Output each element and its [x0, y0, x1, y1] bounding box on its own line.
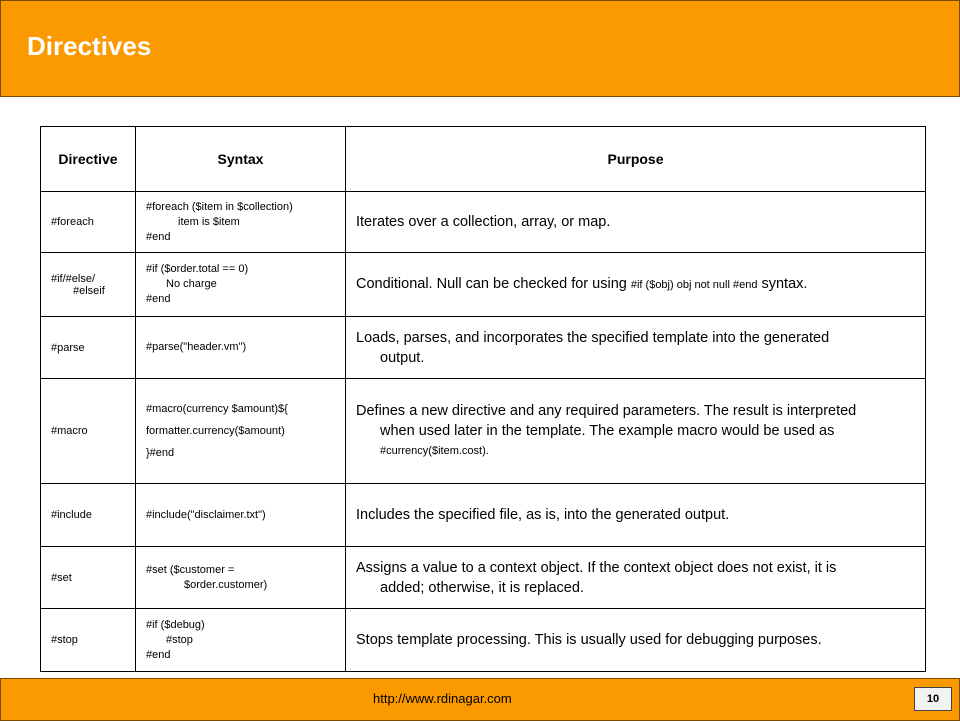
- column-header-purpose: Purpose: [346, 127, 926, 192]
- purpose-text: syntax.: [761, 276, 808, 292]
- column-header-syntax: Syntax: [136, 127, 346, 192]
- purpose-text: Defines a new directive and any required parameters. The result is interpreted: [356, 403, 857, 419]
- syntax-line: #include("disclaimer.txt"): [146, 508, 266, 521]
- directive-name: #include: [51, 509, 92, 521]
- syntax-line: formatter.currency($amount): [146, 424, 285, 437]
- directive-name: #macro: [51, 425, 88, 437]
- purpose-cell: [346, 379, 926, 484]
- syntax-line: No charge: [166, 278, 217, 290]
- directive-name: #parse: [51, 341, 85, 354]
- table-row: [41, 253, 926, 317]
- directive-name: #if/#else/: [51, 272, 96, 285]
- purpose-cell: [346, 484, 926, 547]
- directive-cell: [41, 609, 136, 672]
- table-row: [41, 317, 926, 379]
- purpose-text: Stops template processing. This is usually used for debugging purposes.: [356, 632, 822, 648]
- syntax-cell: [136, 317, 346, 379]
- syntax-line: }#end: [146, 446, 175, 459]
- syntax-line: #set ($customer =: [146, 563, 235, 576]
- syntax-line: item is $item: [178, 215, 240, 228]
- purpose-text: Iterates over a collection, array, or map.: [356, 214, 611, 230]
- syntax-line: #parse("header.vm"): [146, 341, 247, 353]
- slide-header: [0, 0, 960, 97]
- directive-name: #set: [51, 571, 72, 584]
- syntax-line: #if ($order.total == 0): [146, 263, 249, 275]
- directive-name: #stop: [51, 634, 78, 646]
- purpose-cell: [346, 253, 926, 317]
- syntax-cell: [136, 192, 346, 253]
- directive-cell: [41, 379, 136, 484]
- purpose-text: added; otherwise, it is replaced.: [380, 579, 584, 596]
- table-header-row: [41, 127, 926, 192]
- directive-name: #elseif: [73, 284, 105, 297]
- table-row: [41, 192, 926, 253]
- table-row: [41, 484, 926, 547]
- purpose-text: Loads, parses, and incorporates the specified template into the generated: [356, 329, 830, 346]
- syntax-line: #macro(currency $amount)${: [146, 402, 288, 415]
- purpose-text: when used later in the template. The example macro would be used as: [380, 423, 835, 439]
- footer-url-link[interactable]: http://www.rdinagar.com: [373, 691, 512, 706]
- syntax-line: #end: [146, 293, 171, 305]
- slide-title: Directives: [27, 31, 152, 61]
- syntax-line: #end: [146, 230, 171, 243]
- syntax-line: $order.customer): [184, 578, 268, 591]
- purpose-code: #currency($item.cost).: [380, 445, 489, 457]
- table-row: [41, 547, 926, 609]
- directive-cell: [41, 317, 136, 379]
- syntax-cell: [136, 484, 346, 547]
- syntax-cell: [136, 379, 346, 484]
- purpose-cell: [346, 547, 926, 609]
- syntax-cell: [136, 253, 346, 317]
- purpose-text: output.: [380, 349, 425, 366]
- syntax-cell: [136, 547, 346, 609]
- purpose-text: Assigns a value to a context object. If the context object does not exist, it is: [356, 559, 837, 576]
- purpose-text: Includes the specified file, as is, into the generated output.: [356, 507, 730, 523]
- table-row: [41, 609, 926, 672]
- page-number-badge: 10: [914, 687, 952, 711]
- directive-cell: [41, 484, 136, 547]
- directive-cell: [41, 547, 136, 609]
- syntax-line: #foreach ($item in $collection): [146, 200, 293, 213]
- syntax-line: #end: [146, 648, 171, 661]
- syntax-line: #stop: [166, 633, 193, 646]
- table-row: [41, 379, 926, 484]
- column-header-directive: Directive: [41, 127, 136, 192]
- directive-cell: [41, 192, 136, 253]
- slide-footer: [0, 678, 960, 721]
- directives-table: [40, 126, 926, 672]
- syntax-cell: [136, 609, 346, 672]
- purpose-cell: [346, 609, 926, 672]
- purpose-cell: [346, 317, 926, 379]
- syntax-line: #if ($debug): [146, 618, 205, 631]
- purpose-text: Conditional. Null can be checked for using: [356, 276, 627, 292]
- purpose-cell: [346, 192, 926, 253]
- purpose-code: #if ($obj) obj not null #end: [630, 279, 758, 291]
- directive-name: #foreach: [51, 216, 94, 228]
- directive-cell: [41, 253, 136, 317]
